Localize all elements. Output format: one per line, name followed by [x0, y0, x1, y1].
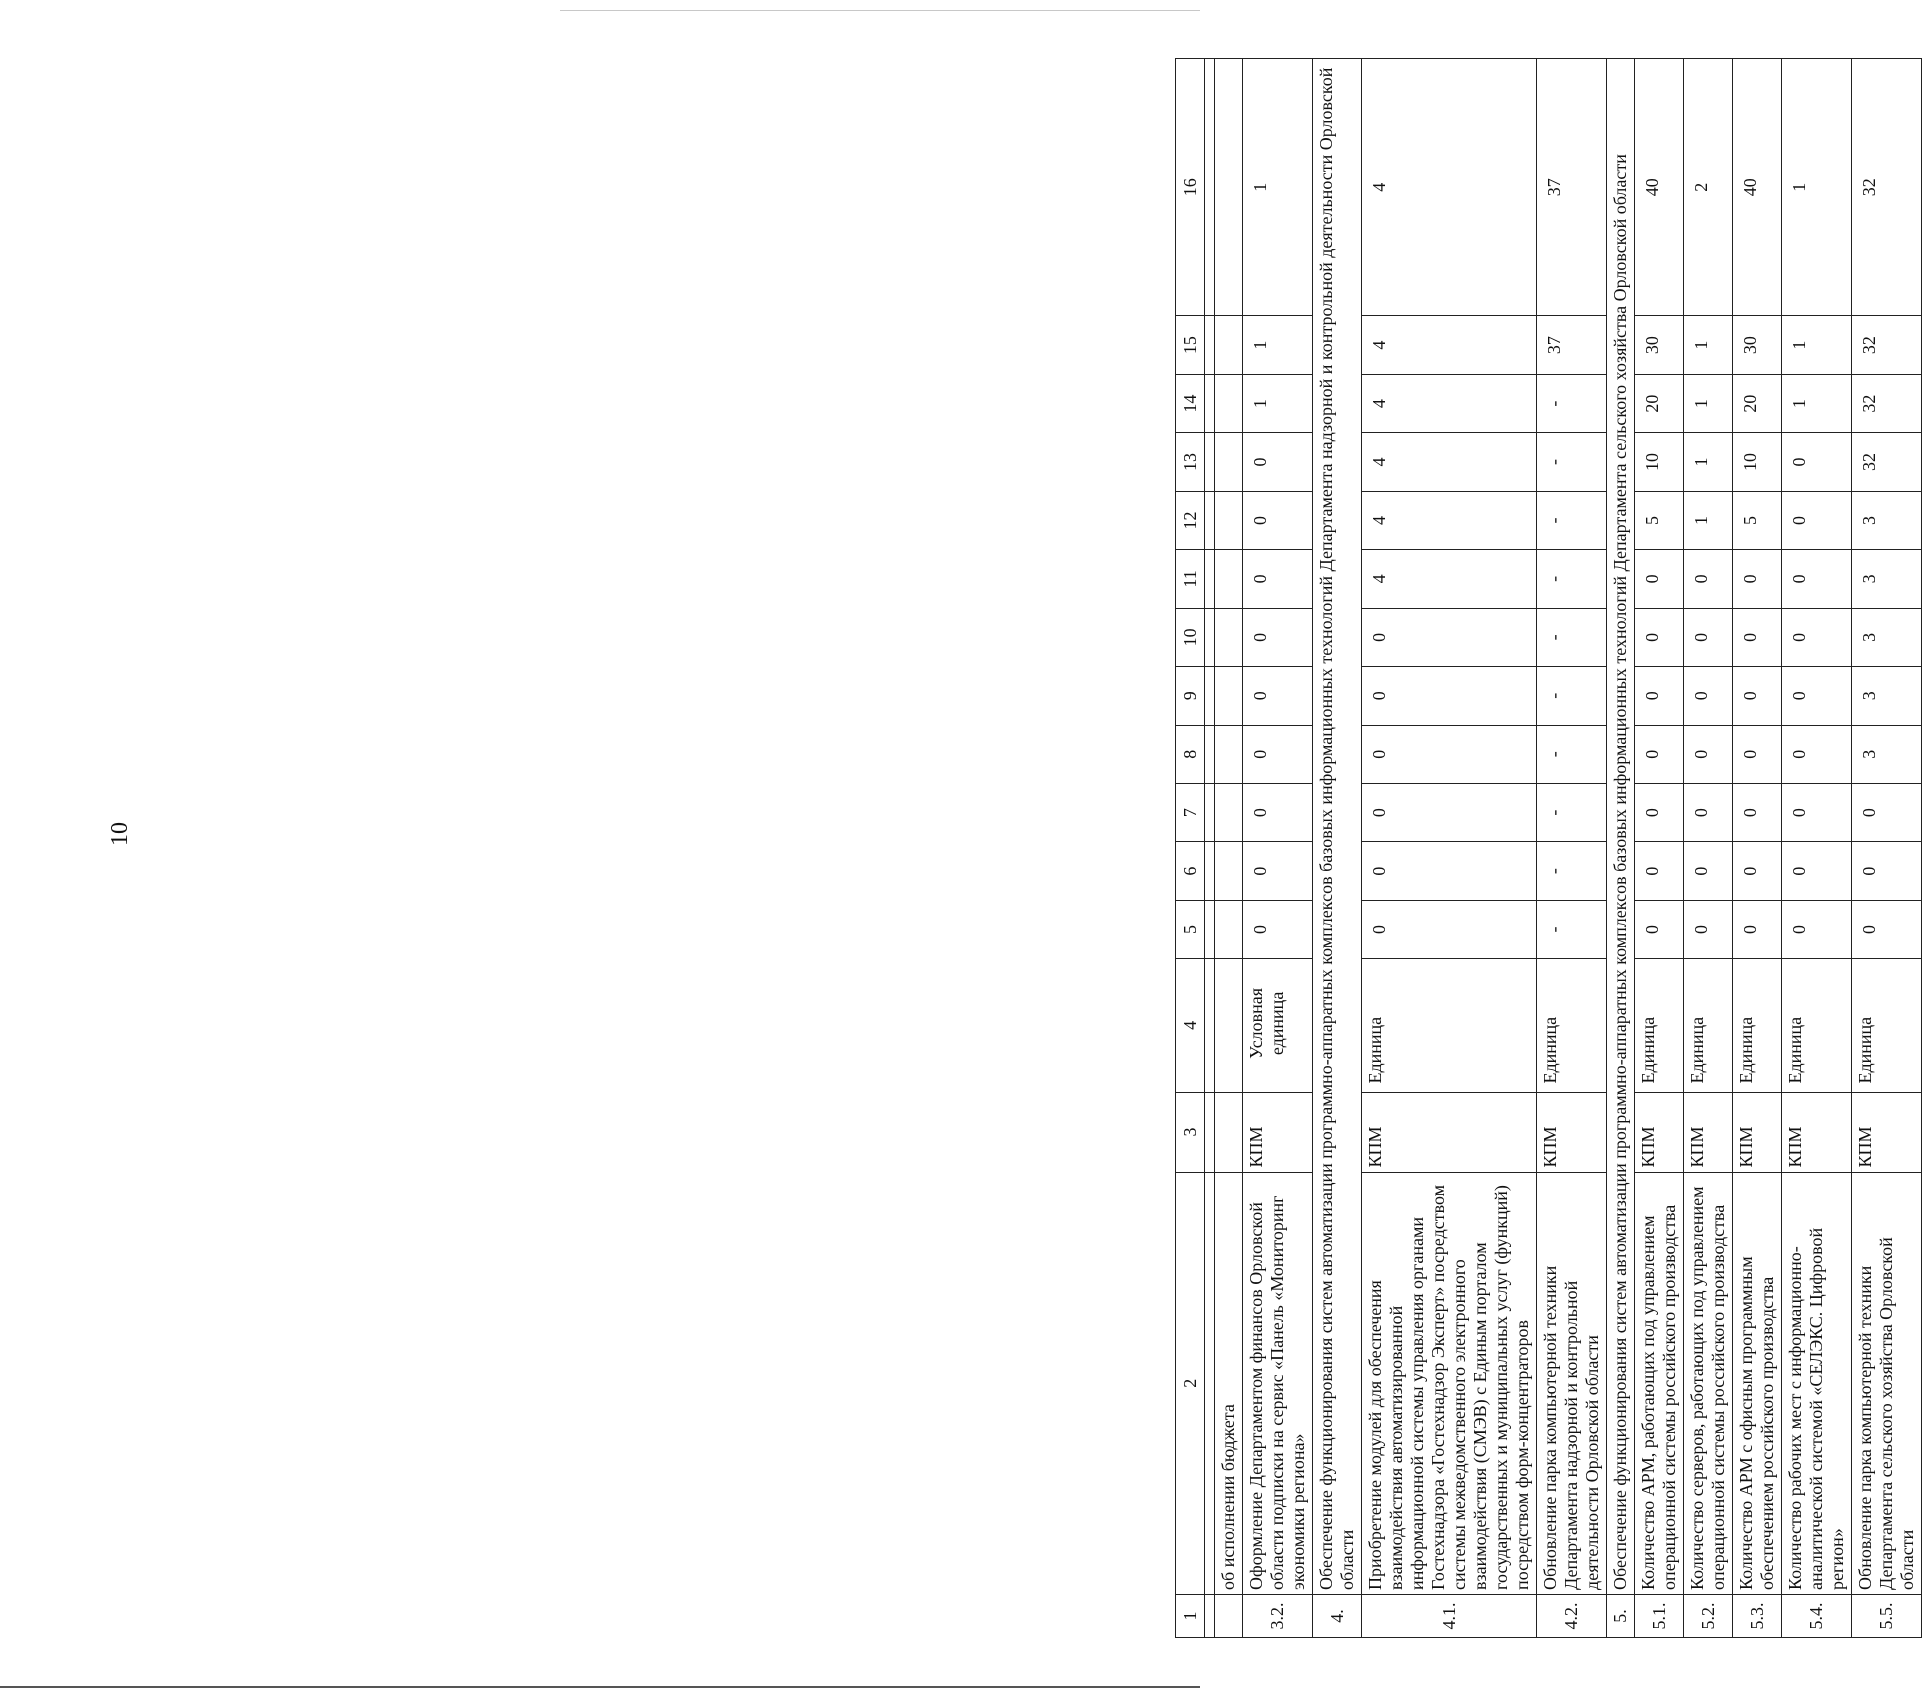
- column-number-cell: 7: [1176, 783, 1205, 841]
- value-cell: 40: [1733, 59, 1782, 316]
- item-name: Количество АРМ с офисным программным обеспечением российского производства: [1733, 1172, 1782, 1594]
- value-cell: 4: [1362, 433, 1537, 491]
- item-unit: Условная единица: [1243, 959, 1313, 1092]
- item-number: 5.5.: [1852, 1594, 1922, 1637]
- item-row: [1684, 59, 1733, 1638]
- blank-row: [1205, 59, 1215, 1638]
- empty-cell: [1215, 900, 1243, 958]
- empty-cell: [1215, 316, 1243, 374]
- item-name: Оформление Департаментом финансов Орловской области подписки на сервис «Панель «Мониторинг экономики региона»: [1243, 1172, 1313, 1594]
- empty-cell: [1215, 59, 1243, 316]
- value-cell: 4: [1362, 550, 1537, 608]
- item-unit: Единица: [1684, 959, 1733, 1092]
- blank-cell: [1205, 900, 1215, 958]
- item-row: [1733, 59, 1782, 1638]
- value-cell: 0: [1684, 608, 1733, 666]
- item-row: [1243, 59, 1313, 1638]
- column-number-cell: 14: [1176, 374, 1205, 432]
- value-cell: 0: [1243, 608, 1313, 666]
- section-title: Обеспечение функционирования систем автоматизации программно-аппаратных комплексов базовых информационных технологий Департамента сельского хозяйства Орловской области: [1607, 59, 1635, 1595]
- value-cell: 30: [1733, 316, 1782, 374]
- value-cell: 0: [1782, 783, 1852, 841]
- value-cell: 0: [1635, 783, 1684, 841]
- item-type: КПМ: [1852, 1092, 1922, 1172]
- value-cell: -: [1537, 433, 1607, 491]
- value-cell: 32: [1852, 59, 1922, 316]
- value-cell: 0: [1852, 783, 1922, 841]
- value-cell: -: [1537, 491, 1607, 549]
- item-type: КПМ: [1243, 1092, 1313, 1172]
- value-cell: 0: [1733, 667, 1782, 725]
- blank-cell: [1205, 667, 1215, 725]
- value-cell: 0: [1684, 725, 1733, 783]
- scan-edge-bottom: [0, 1686, 1200, 1688]
- value-cell: 0: [1362, 725, 1537, 783]
- indicators-table: [1175, 58, 1922, 1638]
- page-number: 10: [107, 822, 133, 846]
- item-row: [1782, 59, 1852, 1638]
- empty-cell: [1215, 550, 1243, 608]
- value-cell: 0: [1243, 667, 1313, 725]
- row-number-cell: [1215, 1594, 1243, 1637]
- blank-cell: [1205, 959, 1215, 1092]
- item-number: 5.3.: [1733, 1594, 1782, 1637]
- continuation-row: [1215, 59, 1243, 1638]
- column-number-cell: 10: [1176, 608, 1205, 666]
- item-unit: Единица: [1733, 959, 1782, 1092]
- item-type: КПМ: [1635, 1092, 1684, 1172]
- value-cell: -: [1537, 725, 1607, 783]
- value-cell: 32: [1852, 316, 1922, 374]
- value-cell: 0: [1243, 433, 1313, 491]
- blank-cell: [1205, 725, 1215, 783]
- column-number-cell: 16: [1176, 59, 1205, 316]
- value-cell: 0: [1684, 900, 1733, 958]
- blank-cell: [1205, 1594, 1215, 1637]
- value-cell: 1: [1782, 316, 1852, 374]
- value-cell: 0: [1733, 842, 1782, 900]
- value-cell: 0: [1243, 900, 1313, 958]
- value-cell: 0: [1782, 842, 1852, 900]
- value-cell: 0: [1733, 783, 1782, 841]
- item-name: Обновление парка компьютерной техники Департамента сельского хозяйства Орловской области: [1852, 1172, 1922, 1594]
- item-type: КПМ: [1362, 1092, 1537, 1172]
- blank-cell: [1205, 491, 1215, 549]
- value-cell: 4: [1362, 59, 1537, 316]
- value-cell: -: [1537, 608, 1607, 666]
- empty-cell: [1215, 608, 1243, 666]
- value-cell: 40: [1635, 59, 1684, 316]
- value-cell: 0: [1782, 550, 1852, 608]
- value-cell: 32: [1852, 374, 1922, 432]
- table-body: [1176, 59, 1922, 1638]
- section-number: 4.: [1313, 1594, 1362, 1637]
- empty-cell: [1215, 491, 1243, 549]
- value-cell: 0: [1684, 842, 1733, 900]
- value-cell: 37: [1537, 316, 1607, 374]
- value-cell: 0: [1635, 725, 1684, 783]
- section-row: [1607, 59, 1635, 1638]
- value-cell: 30: [1635, 316, 1684, 374]
- item-row: [1635, 59, 1684, 1638]
- blank-cell: [1205, 374, 1215, 432]
- item-number: 3.2.: [1243, 1594, 1313, 1637]
- column-number-cell: 5: [1176, 900, 1205, 958]
- blank-cell: [1205, 1092, 1215, 1172]
- column-number-cell: 1: [1176, 1594, 1205, 1637]
- item-unit: Единица: [1362, 959, 1537, 1092]
- item-row: [1852, 59, 1922, 1638]
- value-cell: 0: [1362, 608, 1537, 666]
- item-name: Количество АРМ, работающих под управлением операционной системы российского производства: [1635, 1172, 1684, 1594]
- item-name: Количество серверов, работающих под управлением операционной системы российского производства: [1684, 1172, 1733, 1594]
- item-type: КПМ: [1733, 1092, 1782, 1172]
- value-cell: 1: [1684, 433, 1733, 491]
- empty-cell: [1215, 433, 1243, 491]
- value-cell: 0: [1782, 433, 1852, 491]
- rotated-table-wrapper: [1175, 58, 1922, 1638]
- value-cell: 0: [1362, 842, 1537, 900]
- item-unit: Единица: [1852, 959, 1922, 1092]
- value-cell: 0: [1733, 725, 1782, 783]
- value-cell: 0: [1782, 725, 1852, 783]
- item-type: КПМ: [1537, 1092, 1607, 1172]
- empty-cell: [1215, 1092, 1243, 1172]
- value-cell: 0: [1782, 491, 1852, 549]
- value-cell: 2: [1684, 59, 1733, 316]
- value-cell: 0: [1684, 783, 1733, 841]
- value-cell: 0: [1243, 491, 1313, 549]
- value-cell: -: [1537, 783, 1607, 841]
- value-cell: 0: [1782, 667, 1852, 725]
- item-unit: Единица: [1537, 959, 1607, 1092]
- value-cell: 0: [1635, 550, 1684, 608]
- value-cell: 3: [1852, 725, 1922, 783]
- column-number-cell: 11: [1176, 550, 1205, 608]
- value-cell: 1: [1684, 491, 1733, 549]
- column-number-cell: 6: [1176, 842, 1205, 900]
- item-number: 5.1.: [1635, 1594, 1684, 1637]
- item-number: 5.4.: [1782, 1594, 1852, 1637]
- value-cell: -: [1537, 550, 1607, 608]
- column-number-row: [1176, 59, 1205, 1638]
- value-cell: 0: [1243, 783, 1313, 841]
- value-cell: 0: [1733, 900, 1782, 958]
- value-cell: 0: [1684, 550, 1733, 608]
- value-cell: 0: [1635, 900, 1684, 958]
- empty-cell: [1215, 783, 1243, 841]
- section-title: Обеспечение функционирования систем автоматизации программно-аппаратных комплексов базовых информационных технологий Департамента надзорной и контрольной деятельности Орловской области: [1313, 59, 1362, 1595]
- value-cell: 4: [1362, 316, 1537, 374]
- blank-cell: [1205, 783, 1215, 841]
- column-number-cell: 2: [1176, 1172, 1205, 1594]
- value-cell: 0: [1362, 900, 1537, 958]
- value-cell: 5: [1733, 491, 1782, 549]
- value-cell: -: [1537, 842, 1607, 900]
- value-cell: 0: [1733, 608, 1782, 666]
- value-cell: 0: [1243, 842, 1313, 900]
- column-number-cell: 9: [1176, 667, 1205, 725]
- blank-cell: [1205, 608, 1215, 666]
- column-number-cell: 4: [1176, 959, 1205, 1092]
- value-cell: 1: [1782, 374, 1852, 432]
- value-cell: 4: [1362, 374, 1537, 432]
- value-cell: 0: [1782, 900, 1852, 958]
- value-cell: 10: [1635, 433, 1684, 491]
- value-cell: 1: [1243, 316, 1313, 374]
- value-cell: 20: [1733, 374, 1782, 432]
- value-cell: -: [1537, 900, 1607, 958]
- value-cell: 32: [1852, 433, 1922, 491]
- item-name: Количество рабочих мест с информационно-аналитической системой «СЕЛЭКС. Цифровой регион»: [1782, 1172, 1852, 1594]
- section-row: [1313, 59, 1362, 1638]
- item-number: 4.2.: [1537, 1594, 1607, 1637]
- value-cell: 1: [1782, 59, 1852, 316]
- blank-cell: [1205, 550, 1215, 608]
- empty-cell: [1215, 374, 1243, 432]
- item-name: Приобретение модулей для обеспечения взаимодействия автоматизированной информационной системы управления органами Гостехнадзора «Гостехнадзор Эксперт» посредством системы межведомственного электронного взаимодействия (СМЭВ) с Единым порталом государственных и муниципальных услуг (функций) посредством форм-концентраторов: [1362, 1172, 1537, 1594]
- blank-cell: [1205, 316, 1215, 374]
- value-cell: 0: [1852, 842, 1922, 900]
- item-row: [1537, 59, 1607, 1638]
- value-cell: 1: [1243, 59, 1313, 316]
- value-cell: 10: [1733, 433, 1782, 491]
- value-cell: 0: [1782, 608, 1852, 666]
- value-cell: 3: [1852, 608, 1922, 666]
- column-number-cell: 3: [1176, 1092, 1205, 1172]
- value-cell: 3: [1852, 667, 1922, 725]
- value-cell: 20: [1635, 374, 1684, 432]
- blank-cell: [1205, 59, 1215, 316]
- column-number-cell: 15: [1176, 316, 1205, 374]
- item-unit: Единица: [1635, 959, 1684, 1092]
- value-cell: 0: [1362, 783, 1537, 841]
- value-cell: 5: [1635, 491, 1684, 549]
- value-cell: 0: [1635, 608, 1684, 666]
- empty-cell: [1215, 842, 1243, 900]
- empty-cell: [1215, 959, 1243, 1092]
- value-cell: 0: [1635, 842, 1684, 900]
- value-cell: 3: [1852, 550, 1922, 608]
- value-cell: 37: [1537, 59, 1607, 316]
- value-cell: 1: [1684, 316, 1733, 374]
- column-number-cell: 12: [1176, 491, 1205, 549]
- value-cell: -: [1537, 667, 1607, 725]
- value-cell: 0: [1852, 900, 1922, 958]
- value-cell: -: [1537, 374, 1607, 432]
- value-cell: 0: [1243, 725, 1313, 783]
- blank-cell: [1205, 433, 1215, 491]
- section-number: 5.: [1607, 1594, 1635, 1637]
- item-type: КПМ: [1684, 1092, 1733, 1172]
- item-number: 5.2.: [1684, 1594, 1733, 1637]
- value-cell: 0: [1362, 667, 1537, 725]
- empty-cell: [1215, 725, 1243, 783]
- value-cell: 0: [1684, 667, 1733, 725]
- column-number-cell: 8: [1176, 725, 1205, 783]
- item-unit: Единица: [1782, 959, 1852, 1092]
- continuation-text: об исполнении бюджета: [1215, 1172, 1243, 1594]
- value-cell: 0: [1635, 667, 1684, 725]
- value-cell: 1: [1684, 374, 1733, 432]
- scan-edge-top: [560, 10, 1200, 11]
- value-cell: 1: [1243, 374, 1313, 432]
- empty-cell: [1215, 667, 1243, 725]
- value-cell: 4: [1362, 491, 1537, 549]
- item-row: [1362, 59, 1537, 1638]
- value-cell: 0: [1733, 550, 1782, 608]
- value-cell: 3: [1852, 491, 1922, 549]
- blank-cell: [1205, 1172, 1215, 1594]
- column-number-cell: 13: [1176, 433, 1205, 491]
- value-cell: 0: [1243, 550, 1313, 608]
- item-type: КПМ: [1782, 1092, 1852, 1172]
- item-number: 4.1.: [1362, 1594, 1537, 1637]
- item-name: Обновление парка компьютерной техники Департамента надзорной и контрольной деятельности Орловской области: [1537, 1172, 1607, 1594]
- blank-cell: [1205, 842, 1215, 900]
